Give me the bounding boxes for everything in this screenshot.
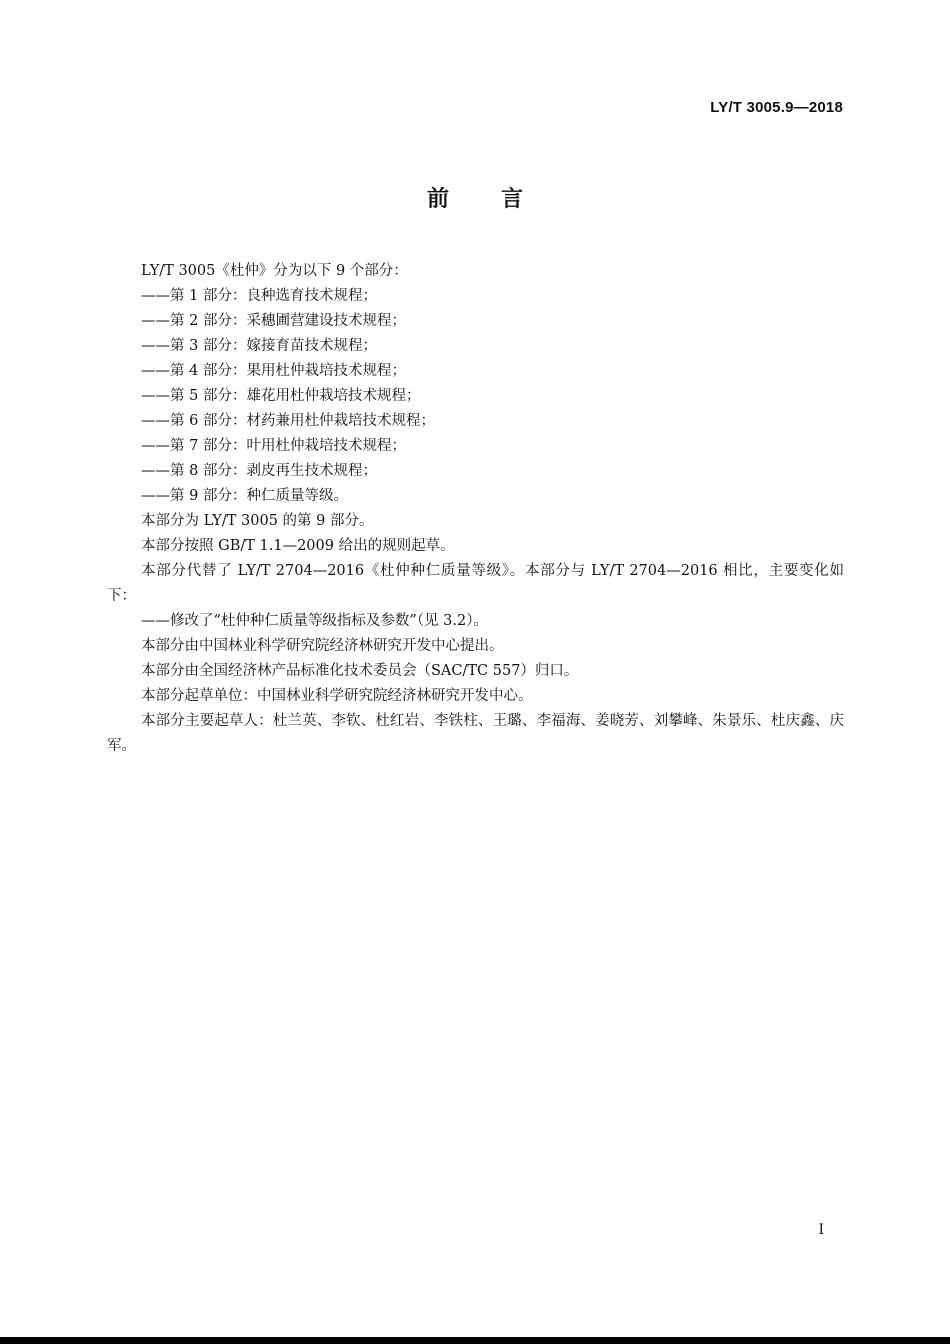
body-paragraph: ——修改了“杜仲种仁质量等级指标及参数”（见 3.2）。 xyxy=(141,613,488,629)
intro-paragraph: LY/T 3005《杜仲》分为以下 9 个部分： xyxy=(141,263,408,279)
list-item: ——第 9 部分：种仁质量等级。 xyxy=(141,488,348,504)
page-title: 前言 xyxy=(426,187,575,212)
body-paragraph: 本部分由全国经济林产品标准化技术委员会（SAC/TC 557）归口。 xyxy=(141,663,579,679)
body-paragraph: 本部分按照 GB/T 1.1—2009 给出的规则起草。 xyxy=(141,538,455,554)
list-item: ——第 5 部分：雄花用杜仲栽培技术规程； xyxy=(141,388,421,404)
body-paragraph: 本部分由中国林业科学研究院经济林研究开发中心提出。 xyxy=(141,638,504,654)
list-item: ——第 3 部分：嫁接育苗技术规程； xyxy=(141,338,377,354)
body-paragraph: 本部分为 LY/T 3005 的第 9 部分。 xyxy=(141,513,374,529)
body-paragraph: 本部分主要起草人：杜兰英、李钦、杜红岩、李铁柱、王璐、李福海、姜晓芳、刘攀峰、朱景乐、杜庆鑫、庆军。 xyxy=(107,713,844,754)
list-item: ——第 7 部分：叶用杜仲栽培技术规程； xyxy=(141,438,406,454)
standard-number: LY/T 3005.9—2018 xyxy=(710,99,843,116)
page-number: I xyxy=(818,1222,824,1238)
list-item: ——第 8 部分：剥皮再生技术规程； xyxy=(141,463,377,479)
body-paragraph: 本部分起草单位：中国林业科学研究院经济林研究开发中心。 xyxy=(141,688,533,704)
foreword-body xyxy=(107,259,844,759)
bottom-border xyxy=(0,1337,950,1344)
body-paragraph: 本部分代替了 LY/T 2704—2016《杜仲种仁质量等级》。本部分与 LY/T 2704—2016 相比，主要变化如下： xyxy=(107,563,844,604)
list-item: ——第 2 部分：采穗圃营建设技术规程； xyxy=(141,313,406,329)
list-item: ——第 6 部分：材药兼用杜仲栽培技术规程； xyxy=(141,413,435,429)
parts-list xyxy=(107,284,844,509)
list-item: ——第 1 部分：良种选育技术规程； xyxy=(141,288,377,304)
list-item: ——第 4 部分：果用杜仲栽培技术规程； xyxy=(141,363,406,379)
